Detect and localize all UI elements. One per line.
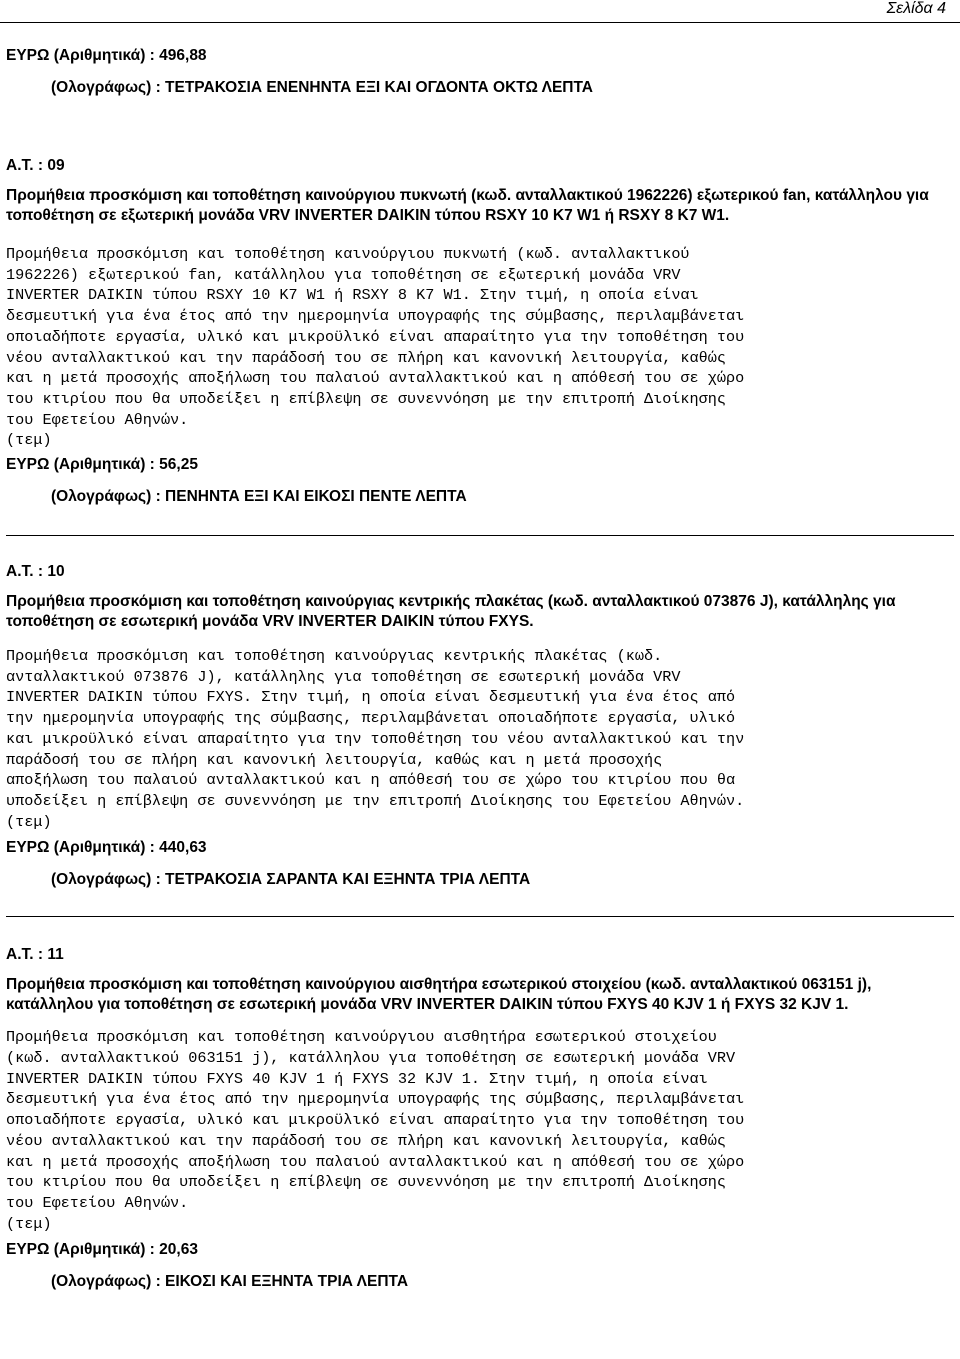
section-divider [6, 535, 954, 536]
item-title: Προμήθεια προσκόμιση και τοποθέτηση καινούργιας κεντρικής πλακέτας (κωδ. ανταλλακτικού 073876 J), κατάλληλης για τοποθέτηση σε εσωτερική μονάδα VRV INVERTER DAIKIN τύπου FXYS. [6, 593, 896, 631]
price-words: (Ολογράφως) : ΕΙΚΟΣΙ ΚΑΙ ΕΞΗΝΤΑ ΤΡΙΑ ΛΕΠΤΑ [51, 1273, 409, 1291]
item-description: Προμήθεια προσκόμιση και τοποθέτηση καινούργιου αισθητήρα εσωτερικού στοιχείου (κωδ. ανταλλακτικού 063151 j), κατάλληλου για τοποθέτηση σε εσωτερική μονάδα VRV INVERTER DAIKIN τύπου FXYS 40 KJV 1 ή FXYS 32 KJV 1. Στην τιμή, η οποία είναι δεσμευτική για ένα έτος από την ημερομηνία υπογραφής της σύμβασης, περιλαμβάνεται οποιαδήποτε εργασία, υλικό και μικροϋλικό είναι απαραίτητο για την τοποθέτηση του νέου ανταλλακτικού και την παράδοσή του σε πλήρη και κανονική λειτουργία, καθώς και η μετά προσοχής αποξήλωση του παλαιού ανταλλακτικού και η απόθεσή του σε χώρο του κτιρίου που θα υποδείξει η επίβλεψη σε συνεννόηση με την επιτροπή Διοίκησης του Εφετείου Αθηνών. (τεμ) [6, 1028, 745, 1233]
item-code: Α.Τ. : 11 [6, 946, 64, 964]
item-description: Προμήθεια προσκόμιση και τοποθέτηση καινούργιου πυκνωτή (κωδ. ανταλλακτικού 1962226) εξωτερικού fan, κατάλληλου για τοποθέτηση σε εξωτερική μονάδα VRV INVERTER DAIKIN τύπου RSXY 10 K7 W1 ή RSXY 8 K7 W1. Στην τιμή, η οποία είναι δεσμευτική για ένα έτος από την ημερομηνία υπογραφής της σύμβασης, περιλαμβάνεται οποιαδήποτε εργασία, υλικό και μικροϋλικό είναι απαραίτητο για την τοποθέτηση του νέου ανταλλακτικού και την παράδοσή του σε πλήρη και κανονική λειτουργία, καθώς και η μετά προσοχής αποξήλωση του παλαιού ανταλλακτικού και η απόθεσή του σε χώρο του κτιρίου που θα υποδείξει η επίβλεψη σε συνεννόηση με την επιτροπή Διοίκησης του Εφετείου Αθηνών. (τεμ) [6, 245, 745, 450]
item-title: Προμήθεια προσκόμιση και τοποθέτηση καινούργιου πυκνωτή (κωδ. ανταλλακτικού 1962226) εξωτερικού fan, κατάλληλου για τοποθέτηση σε εξωτερική μονάδα VRV INVERTER DAIKIN τύπου RSXY 10 K7 W1 ή RSXY 8 K7 W1. [6, 187, 929, 224]
item-09 [6, 156, 954, 507]
price-numeric: ΕΥΡΩ (Αριθμητικά) : 440,63 [6, 839, 207, 857]
section-divider [6, 916, 954, 917]
item-description: Προμήθεια προσκόμιση και τοποθέτηση καινούργιας κεντρικής πλακέτας (κωδ. ανταλλακτικού 073876 J), κατάλληλης για τοποθέτηση σε εσωτερική μονάδα VRV INVERTER DAIKIN τύπου FXYS. Στην τιμή, η οποία είναι δεσμευτική για ένα έτος από την ημερομηνία υπογραφής της σύμβασης, περιλαμβάνεται οποιαδήποτε εργασία, υλικό και μικροϋλικό είναι απαραίτητο για την τοποθέτηση του νέου ανταλλακτικού και την παράδοσή του σε πλήρη και κανονική λειτουργία, καθώς και η μετά προσοχής αποξήλωση του παλαιού ανταλλακτικού και η απόθεσή του σε χώρο του κτιρίου που θα υποδείξει η επίβλεψη σε συνεννόηση με την επιτροπή Διοίκησης του Εφετείου Αθηνών. (τεμ) [6, 647, 745, 831]
item-title: Προμήθεια προσκόμιση και τοποθέτηση καινούργιου αισθητήρα εσωτερικού στοιχείου (κωδ. ανταλλακτικού 063151 j), κατάλληλου για τοποθέτηση σε εσωτερική μονάδα VRV INVERTER DAIKIN τύπου FXYS 40 KJV 1 ή FXYS 32 KJV 1. [6, 976, 872, 1014]
price-numeric: ΕΥΡΩ (Αριθμητικά) : 56,25 [6, 456, 198, 474]
price-numeric: ΕΥΡΩ (Αριθμητικά) : 496,88 [6, 47, 207, 64]
page-header [0, 0, 960, 23]
document-body [6, 40, 954, 1292]
item-code: Α.Τ. : 10 [6, 563, 65, 581]
item-10 [6, 562, 954, 890]
price-words: (Ολογράφως) : ΤΕΤΡΑΚΟΣΙΑ ΣΑΡΑΝΤΑ ΚΑΙ ΕΞΗΝΤΑ ΤΡΙΑ ΛΕΠΤΑ [51, 871, 531, 889]
price-words: (Ολογράφως) : ΠΕΝΗΝΤΑ ΕΞΙ ΚΑΙ ΕΙΚΟΣΙ ΠΕΝΤΕ ΛΕΠΤΑ [51, 488, 467, 506]
page-number: Σελίδα 4 [886, 0, 946, 17]
price-block [6, 46, 954, 104]
price-numeric: ΕΥΡΩ (Αριθμητικά) : 20,63 [6, 1241, 198, 1259]
price-words: (Ολογράφως) : ΤΕΤΡΑΚΟΣΙΑ ΕΝΕΝΗΝΤΑ ΕΞΙ ΚΑΙ ΟΓΔΟΝΤΑ ΟΚΤΩ ΛΕΠΤΑ [51, 79, 593, 96]
item-code: Α.Τ. : 09 [6, 157, 65, 174]
item-11 [6, 945, 954, 1292]
